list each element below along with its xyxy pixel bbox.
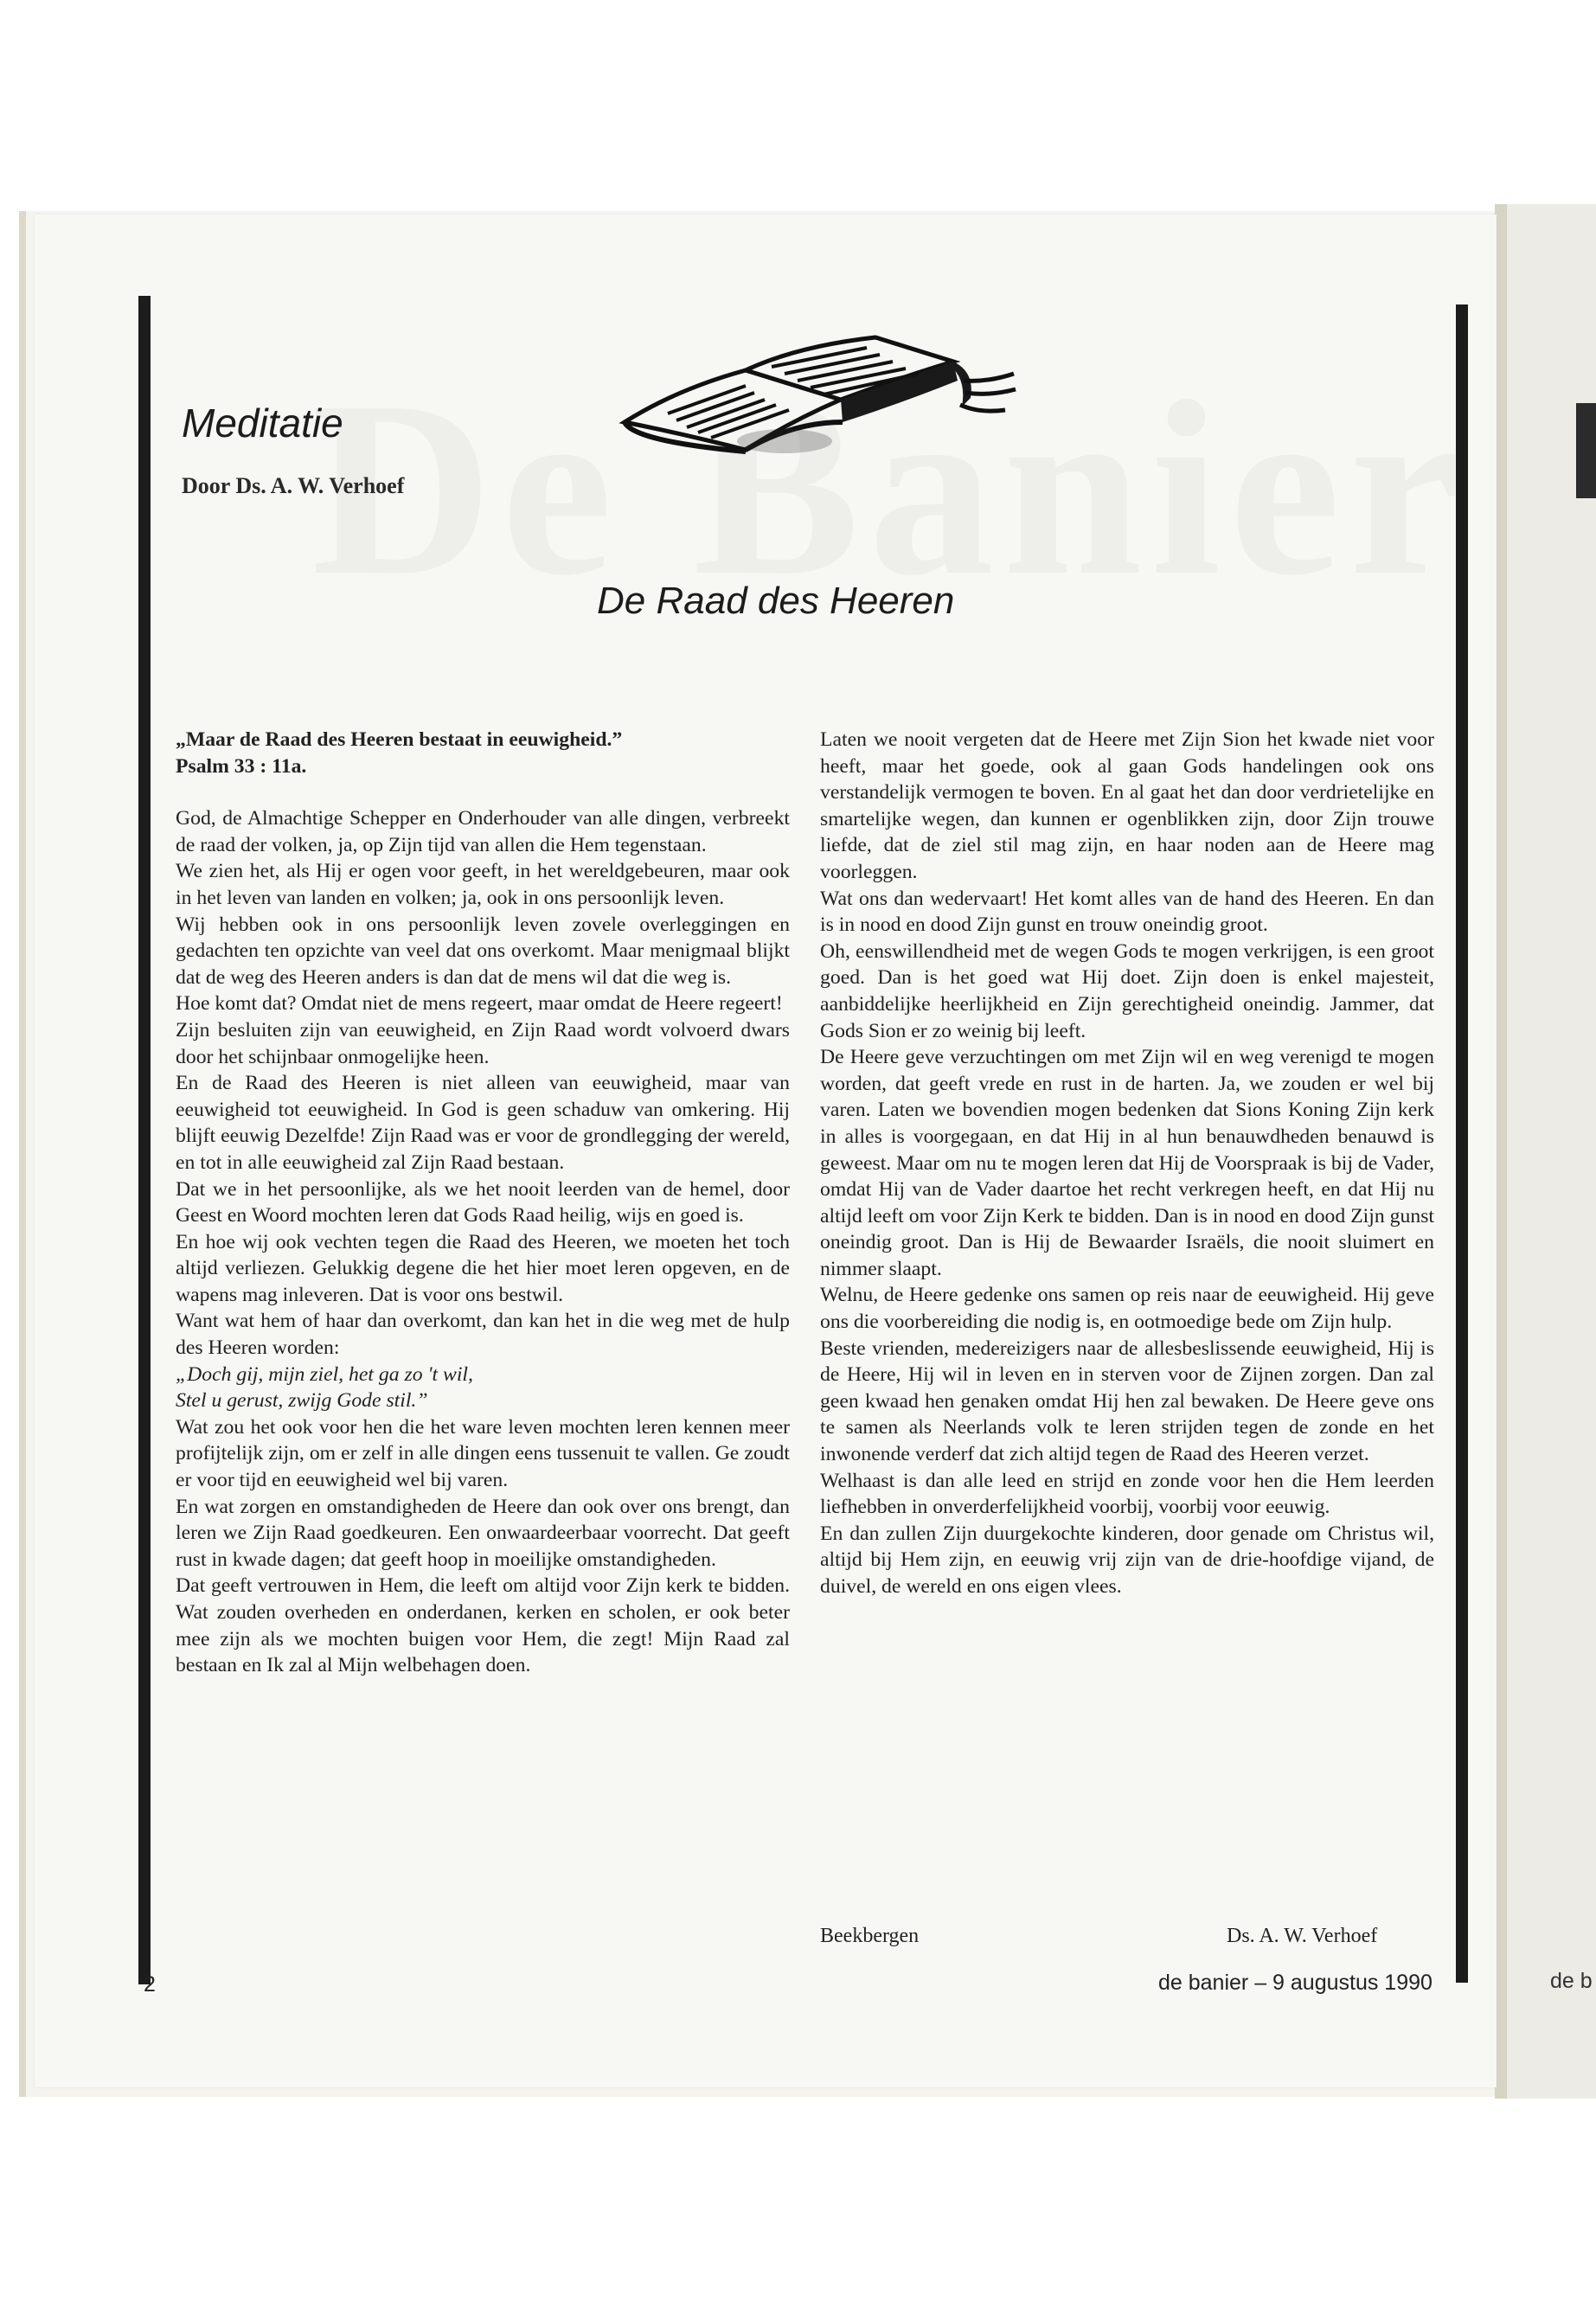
next-page-edge	[1495, 204, 1596, 2099]
paragraph: Welhaast is dan alle leed en strijd en zonde voor hen die Hem leerden liefhebben in onverderfelijkheid voorbij, voorbij voor eeuwig.	[820, 1469, 1434, 1519]
left-vertical-rule	[138, 296, 151, 1984]
paragraph: We zien het, als Hij er ogen voor geeft, in het wereldgebeuren, maar ook in het leven van landen en volken; ja, ook in ons persoonlijk leven.	[176, 860, 790, 909]
paragraph: Wat zou het ook voor hen die het ware leven mochten leren kennen meer profijtelijk zijn, om er zelf in alle dingen eens tussenuit te vallen. Ge zoudt er voor tijd en eeuwigheid wel bij varen.	[176, 1415, 790, 1492]
section-label: Meditatie	[182, 401, 343, 445]
paragraph: Dat we in het persoonlijke, als we het nooit leerden van de hemel, door Geest en Woord mochten leren dat Gods Raad heilig, wijs en goed is.	[176, 1177, 790, 1227]
paragraph: Wat ons dan wedervaart! Het komt alles van de hand des Heeren. En dan is in nood en dood Zijn gunst en trouw oneindig groot.	[820, 887, 1434, 937]
paragraph: Laten we nooit vergeten dat de Heere met Zijn Sion het kwade niet voor heeft, maar het goede, ook al gaan Gods handelingen ook ons verstandelijk vermogen te boven. En al gaat het dan door verdrietelijke en smartelijke wegen, dan kunnen er ogenblikken zijn, door Zijn trouwe liefde, dat de ziel stil mag zijn, en haar noden aan de Heere mag voorleggen.	[820, 728, 1434, 883]
paragraph: Oh, eenswillendheid met de wegen Gods te mogen verkrijgen, is een groot goed. Dan is het goed wat Hij doet. Zijn doen is enkel majesteit, aanbiddelijke heerlijkheid en Zijn gerechtigheid oneindig. Jammer, dat Gods Sion er zo weinig bij leeft.	[820, 939, 1434, 1042]
paragraph: Dat geeft vertrouwen in Hem, die leeft om altijd voor Zijn kerk te bidden. Wat zouden overheden en onderdanen, kerken en scholen, er ook beter mee zijn als we mochten buigen voor Hem, die zegt! Mijn Raad zal bestaan en Ik zal al Mijn welbehagen doen.	[176, 1574, 790, 1677]
paragraph: Wij hebben ook in ons persoonlijk leven zovele overleggingen en gedachten ten opzichte van veel dat ons overkomt. Maar menigmaal blijkt dat de weg des Heeren anders is dan dat de mens wil dat die weg is.	[176, 913, 790, 989]
next-page-black-tab	[1576, 403, 1596, 498]
paragraph: Welnu, de Heere gedenke ons samen op reis naar de eeuwigheid. Hij geve ons die voorbereiding die nodig is, en ootmoedige bede om Zijn hulp.	[820, 1284, 1434, 1334]
paragraph: Beste vrienden, medereizigers naar de allesbeslissende eeuwigheid, Hij is de Heere, Hij wil in leven en in sterven voor de Zijnen zorgen. Dan zal geen kwaad hen genaken omdat Hij hen zal bewaken. De Heere geve ons te samen als Neerlands volk te leren strijden tegen de zonde en het inwonende verderf dat zich altijd tegen de Raad des Heeren verzet.	[820, 1336, 1434, 1466]
page-number: 2	[144, 1972, 156, 1997]
next-page-footer-fragment: de b	[1550, 1969, 1593, 1993]
signature-author: Ds. A. W. Verhoef	[1227, 1925, 1378, 1947]
left-text-column	[176, 727, 790, 1679]
paragraph: God, de Almachtige Schepper en Onderhouder van alle dingen, verbreekt de raad der volken, ja, op Zijn tijd van allen die Hem tegenstaan.	[176, 807, 790, 856]
poem-line: „Doch gij, mijn ziel, het ga zo 't wil,	[176, 1362, 473, 1386]
paragraph: Hoe komt dat? Omdat niet de mens regeert, maar omdat de Heere regeert!	[176, 992, 783, 1016]
running-footer: de banier – 9 augustus 1990	[1158, 1971, 1433, 1995]
paragraph: En hoe wij ook vechten tegen die Raad des Heeren, we moeten het toch altijd verliezen. Gelukkig degene die het hier moet leren opgeven, en de wapens mag inleveren. Dat is voor ons bestwil.	[176, 1230, 790, 1306]
article-title: De Raad des Heeren	[597, 580, 955, 622]
paragraph: En dan zullen Zijn duurgekochte kinderen, door genade om Christus wil, altijd bij Hem zijn, en eeuwig vrij zijn van de drie-hoofdige vijand, de duivel, de wereld en ons eigen vlees.	[820, 1522, 1434, 1598]
paragraph: Zijn besluiten zijn van eeuwigheid, en Zijn Raad wordt volvoerd dwars door het schijnbaar onmogelijke heen.	[176, 1018, 790, 1068]
paragraph: Want wat hem of haar dan overkomt, dan kan het in die weg met de hulp des Heeren worden:	[176, 1310, 790, 1360]
right-text-column	[820, 727, 1434, 1600]
byline: Door Ds. A. W. Verhoef	[182, 473, 405, 498]
poem-line: Stel u gerust, zwijg Gode stil.”	[176, 1389, 428, 1413]
right-vertical-rule	[1456, 304, 1468, 1983]
scripture-quote: „Maar de Raad des Heeren bestaat in eeuwigheid.”	[176, 728, 623, 751]
signature-place: Beekbergen	[820, 1925, 920, 1947]
paragraph: En wat zorgen en omstandigheden de Heere dan ook over ons brengt, dan leren we Zijn Raad goedkeuren. Een onwaardeerbaar voorrecht. Dat geeft rust in kwade dagen; dat geeft hoop in moeilijke omstandigheden.	[176, 1495, 790, 1571]
open-bible-icon	[616, 320, 1022, 458]
scripture-reference: Psalm 33 : 11a.	[176, 754, 307, 778]
paragraph: En de Raad des Heeren is niet alleen van eeuwigheid, maar van eeuwigheid tot eeuwigheid. In God is geen schaduw van omkering. Hij blijft eeuwig Dezelfde! Zijn Raad was er voor de grondlegging der wereld, en tot in alle eeuwigheid zal Zijn Raad bestaan.	[176, 1072, 790, 1174]
paragraph: De Heere geve verzuchtingen om met Zijn wil en weg verenigd te mogen worden, dat geeft vrede en rust in de harten. Ja, we zouden er wel bij varen. Laten we bovendien mogen bedenken dat Sions Koning Zijn kerk in alles is voorgegaan, en dat Hij in al hun benauwdheden benauwd is geweest. Maar om nu te mogen leren dat Hij de Voorspraak is bij de Vader, omdat Hij van de Vader daartoe het recht verkregen heeft, en dat Hij nu altijd leeft om voor Zijn Kerk te bidden. Dan is in nood en dood Zijn gunst oneindig groot. Dan is Hij de Bewaarder Israëls, die nooit sluimert en nimmer slaapt.	[820, 1046, 1434, 1280]
